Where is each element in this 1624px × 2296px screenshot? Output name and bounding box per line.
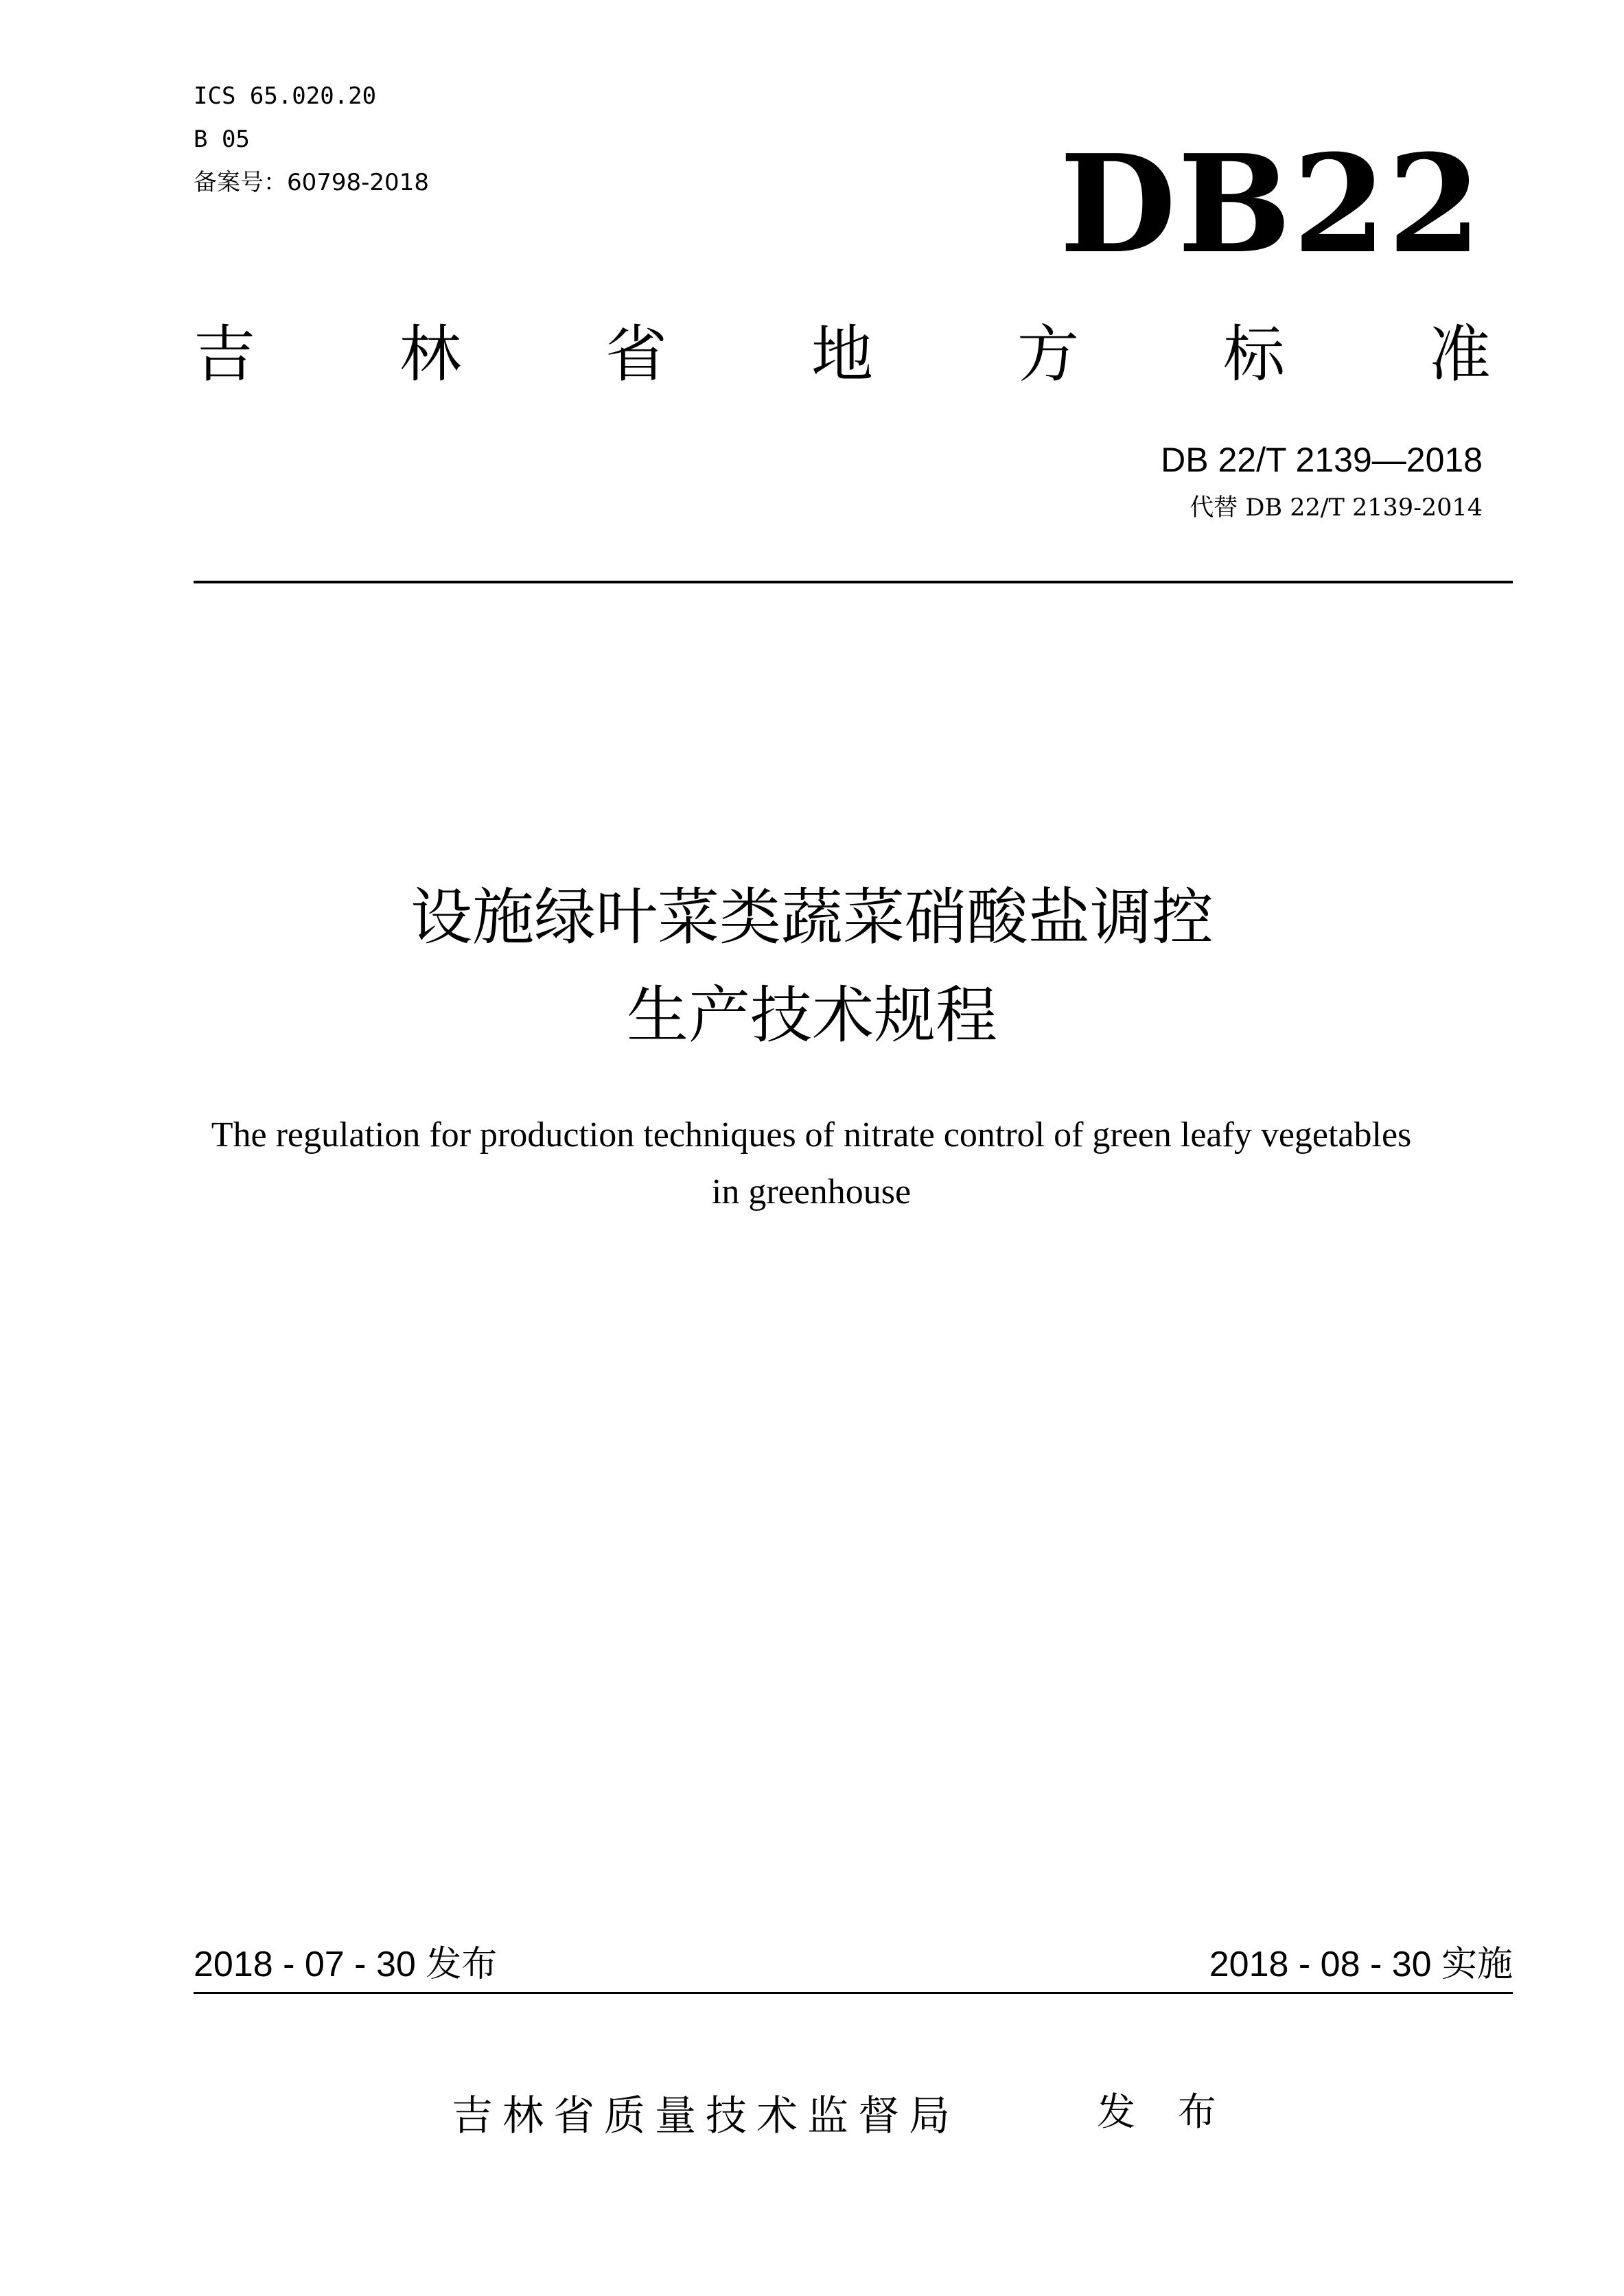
ccs-code: B 05: [194, 126, 250, 153]
standard-type-char: 方: [1017, 318, 1079, 391]
standard-number: DB 22/T 2139—2018: [1161, 441, 1483, 479]
standard-type: [194, 317, 1491, 393]
standard-type-char: 准: [1429, 318, 1491, 391]
bottom-divider: [194, 1992, 1513, 1994]
replaces-standard: 代替 DB 22/T 2139-2014: [1190, 494, 1483, 522]
standard-mark: DB22: [1059, 126, 1483, 283]
english-title-line-2: in greenhouse: [711, 1172, 912, 1211]
english-title-line-1: The regulation for production techniques of nitrate control of green leafy vegetables: [211, 1115, 1412, 1155]
publisher: 吉林省质量技术监督局: [452, 2092, 960, 2140]
standard-type-char: 地: [811, 318, 873, 391]
standard-type-char: 标: [1223, 318, 1285, 391]
top-divider: [194, 581, 1513, 583]
chinese-title-line-1: 设施绿叶菜类蔬菜硝酸盐调控: [410, 881, 1214, 953]
filing-number: 备案号：60798-2018: [194, 169, 429, 196]
chinese-title-line-2: 生产技术规程: [627, 979, 997, 1052]
standard-type-char: 林: [399, 318, 461, 391]
issue-date: 2018 - 07 - 30 发布: [194, 1945, 498, 1984]
ics-code: ICS 65.020.20: [194, 82, 377, 110]
standard-type-char: 吉: [194, 318, 255, 391]
standard-type-char: 省: [605, 318, 667, 391]
publish-label: 发 布: [1097, 2090, 1231, 2135]
effective-date: 2018 - 08 - 30 实施: [1209, 1945, 1513, 1984]
